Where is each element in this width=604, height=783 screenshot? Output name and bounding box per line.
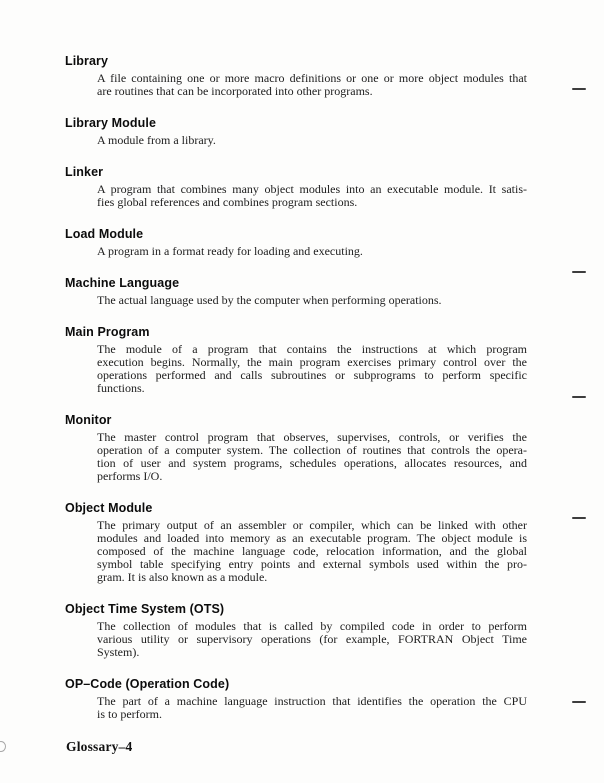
definition-line: The module of a program that contains the instructions at which program xyxy=(97,342,527,356)
glossary-term: Library xyxy=(65,54,109,68)
definition-line: fies global references and combines program sections. xyxy=(97,195,358,209)
glossary-term: Monitor xyxy=(65,413,112,427)
definition-line: operation of a computer system. The collection of routines that controls the opera- xyxy=(97,443,527,457)
definition-line: A program that combines many object modules into an executable module. It satis- xyxy=(97,182,527,196)
definition-line: modules and loaded into memory as an executable program. The object module is xyxy=(97,531,527,545)
glossary-term: Library Module xyxy=(65,116,156,130)
glossary-entry xyxy=(65,166,540,209)
glossary-entry xyxy=(65,502,540,584)
glossary-entry xyxy=(65,603,540,659)
definition-line: A file containing one or more macro definitions or one or more object modules that xyxy=(97,71,527,85)
glossary-entry xyxy=(65,678,540,721)
glossary-term: Object Time System (OTS) xyxy=(65,602,225,616)
scan-edge-artifact xyxy=(0,741,6,752)
definition-line: symbol table specifying entry points and external symbols used within the pro- xyxy=(97,557,527,571)
scan-margin-dash xyxy=(572,701,586,703)
glossary-term: Load Module xyxy=(65,227,144,241)
glossary-definition xyxy=(97,620,527,659)
definition-line: functions. xyxy=(97,381,145,395)
scan-margin-dash xyxy=(572,517,586,519)
glossary-term: Object Module xyxy=(65,501,153,515)
glossary-definition xyxy=(97,72,527,98)
glossary-definition xyxy=(97,134,527,147)
scan-margin-dash xyxy=(572,271,586,273)
glossary-definition xyxy=(97,294,527,307)
glossary-term: Machine Language xyxy=(65,276,180,290)
definition-line: A module from a library. xyxy=(97,133,216,147)
definition-line: The part of a machine language instruction that identifies the operation the CPU xyxy=(97,694,527,708)
definition-line: The primary output of an assembler or compiler, which can be linked with other xyxy=(97,518,527,532)
glossary-entry xyxy=(65,228,540,258)
glossary-term: Linker xyxy=(65,165,104,179)
definition-line: tion of user and system programs, schedules operations, allocates resources, and xyxy=(97,456,527,470)
glossary-definition xyxy=(97,431,527,483)
glossary-entry xyxy=(65,414,540,483)
glossary-definition xyxy=(97,183,527,209)
scan-margin-dash xyxy=(572,88,586,90)
definition-line: performs I/O. xyxy=(97,469,163,483)
definition-line: are routines that can be incorporated into other programs. xyxy=(97,84,373,98)
definition-line: The actual language used by the computer when performing operations. xyxy=(97,293,442,307)
definition-line: operations performed and calls subroutines or subprograms to perform specific xyxy=(97,368,527,382)
definition-line: gram. It is also known as a module. xyxy=(97,570,268,584)
definition-line: execution begins. Normally, the main program exercises primary control over the xyxy=(97,355,527,369)
glossary-definition xyxy=(97,519,527,584)
definition-line: various utility or supervisory operations (for example, FORTRAN Object Time xyxy=(97,632,527,646)
glossary-entry xyxy=(65,326,540,395)
definition-line: The collection of modules that is called by compiled code in order to perform xyxy=(97,619,527,633)
definition-line: The master control program that observes, supervises, controls, or verifies the xyxy=(97,430,527,444)
glossary-term: Main Program xyxy=(65,325,150,339)
glossary-content xyxy=(65,55,540,740)
definition-line: A program in a format ready for loading and executing. xyxy=(97,244,363,258)
glossary-definition xyxy=(97,695,527,721)
definition-line: composed of the machine language code, relocation information, and the global xyxy=(97,544,527,558)
glossary-definition xyxy=(97,245,527,258)
glossary-definition xyxy=(97,343,527,395)
scan-margin-dash xyxy=(572,396,586,398)
glossary-entry xyxy=(65,55,540,98)
glossary-entry xyxy=(65,117,540,147)
definition-line: is to perform. xyxy=(97,707,162,721)
definition-line: System). xyxy=(97,645,140,659)
page-footer: Glossary–4 xyxy=(66,739,133,754)
glossary-term: OP–Code (Operation Code) xyxy=(65,677,230,691)
glossary-entry xyxy=(65,277,540,307)
